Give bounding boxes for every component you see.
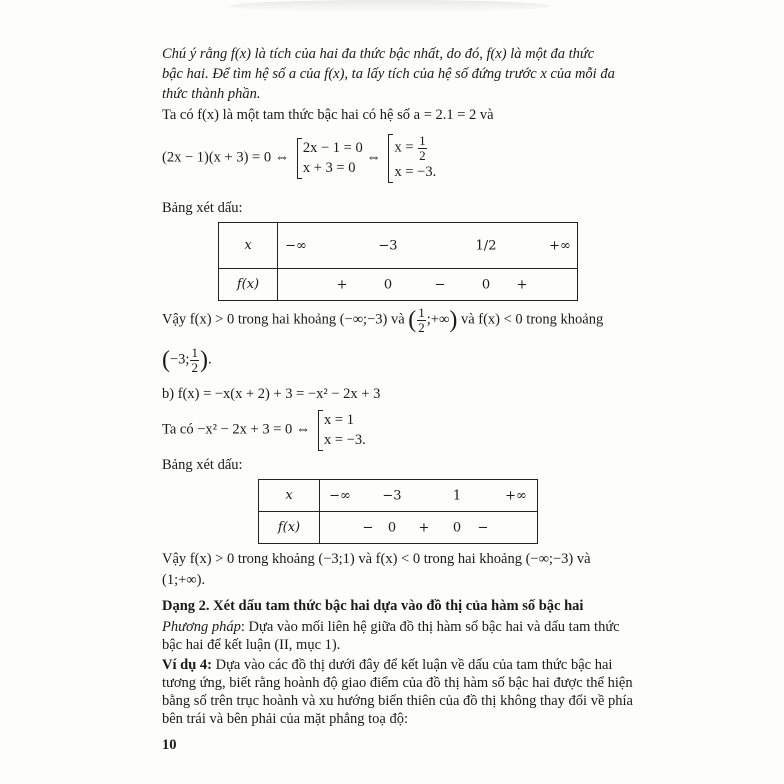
example-line-3: bằng số trên trục hoành và xu hướng biến thiên của đồ thị không thay đổi về phía [162,693,633,709]
example-text: Dựa vào các đồ thị dưới đây để kết luận về dấu của tam thức bậc hai [211,657,613,673]
iff-symbol: ⇔ [366,149,381,166]
note-line-3: thức thành phần. [162,86,261,102]
sign: + [336,277,348,292]
solution-2: x = −3. [394,164,437,181]
example-line-1 [162,657,612,674]
system-eq: x = 1 [324,412,354,428]
numerator: 1 [191,345,198,360]
scan-shadow [230,0,550,12]
sign: − [477,520,489,535]
denominator: 2 [191,359,198,375]
denominator: 2 [418,319,425,335]
table-label-a: Bảng xét dấu: [162,200,243,216]
conclusion-text: Vậy f(x) > 0 trong hai khoảng (−∞;−3) và [162,311,405,328]
fx-label: f(x) [259,512,320,544]
example-line-4: bên trái và bên phải của mặt phẳng toạ độ: [162,711,409,727]
sign: − [362,520,374,535]
equation-left: (2x − 1)(x + 3) = 0 ⇔ [162,149,290,166]
fraction [190,346,199,374]
method-text: : Dựa vào mối liên hệ giữa đồ thị hàm số bậc hai và dấu tam thức [240,619,620,635]
part-b-equation [162,410,366,451]
equation-a [162,134,436,183]
interval-a: (−3; $\frac{1}{2}$ ). [162,345,212,375]
system-1 [297,138,363,179]
method-label: Phương pháp [162,619,241,635]
table-label-b: Bảng xét dấu: [162,457,243,473]
sign: + [418,520,430,535]
sign: 0 [383,277,393,292]
x-value: −3 [378,238,398,253]
taco-line: Ta có f(x) là một tam thức bậc hai có hệ số a = 2.1 = 2 và [162,107,494,123]
system-eq: x + 3 = 0 [302,160,356,177]
x-value: −3 [382,488,402,503]
x-value: −∞ [329,488,351,503]
fraction [417,306,426,334]
x-value: 1 [452,488,462,503]
sign: 0 [452,520,462,535]
conclusion-b-2: (1;+∞). [162,572,206,588]
x-value: +∞ [549,238,571,253]
numerator: 1 [419,133,426,148]
x-value: −∞ [285,238,307,253]
numerator: 1 [418,305,425,320]
fraction [418,134,427,162]
solution-prefix: x = [394,139,414,156]
sign-table-a [218,222,578,301]
fx-label: f(x) [219,269,278,301]
sign: 0 [387,520,397,535]
sign: 0 [481,277,491,292]
sign: + [516,277,528,292]
conclusion-text: và f(x) < 0 trong khoảng [460,311,604,328]
system-2 [388,134,436,183]
equation-left: Ta có −x² − 2x + 3 = 0 ⇔ [162,421,311,438]
x-value-half: 1/2 [475,238,497,253]
interval-end: ;+∞ [426,311,450,328]
interval-start: −3; [170,351,190,368]
example-line-2: tương ứng, biết rằng hoành độ giao điểm của đồ thị hàm số bậc hai được thể hiện [162,675,633,691]
method-line-2: bậc hai để kết luận (II, mục 1). [162,637,341,653]
note-line-2: bậc hai. Để tìm hệ số a của f(x), ta lấy tích của hệ số đứng trước x của mỗi đa [162,66,615,82]
section-heading: Dạng 2. Xét dấu tam thức bậc hai dựa vào đồ thị của hàm số bậc hai [162,598,584,614]
note-line-1: Chú ý rằng f(x) là tích của hai đa thức bậc nhất, do đó, f(x) là một đa thức [162,46,595,62]
sign-table-b [258,479,538,544]
sign: − [434,277,446,292]
page-number: 10 [162,737,177,753]
x-value: +∞ [505,488,527,503]
method-line-1 [162,619,620,636]
conclusion-b-1: Vậy f(x) > 0 trong khoảng (−3;1) và f(x) < 0 trong hai khoảng (−∞;−3) và [162,551,591,567]
denominator: 2 [419,147,426,163]
system-b [318,410,366,451]
part-b-title: b) f(x) = −x(x + 2) + 3 = −x² − 2x + 3 [162,386,381,402]
solution-1 [394,134,436,162]
example-label: Ví dụ 4: [162,657,212,673]
system-eq: 2x − 1 = 0 [302,140,363,156]
conclusion-a: Vậy f(x) > 0 trong hai khoảng (−∞;−3) và ( $\frac{1}{2}$ ;+∞) và f(x) < 0 trong khoảng [162,305,604,335]
x-label: x [259,480,320,512]
system-eq: x = −3. [324,432,366,449]
x-label: x [219,223,278,269]
